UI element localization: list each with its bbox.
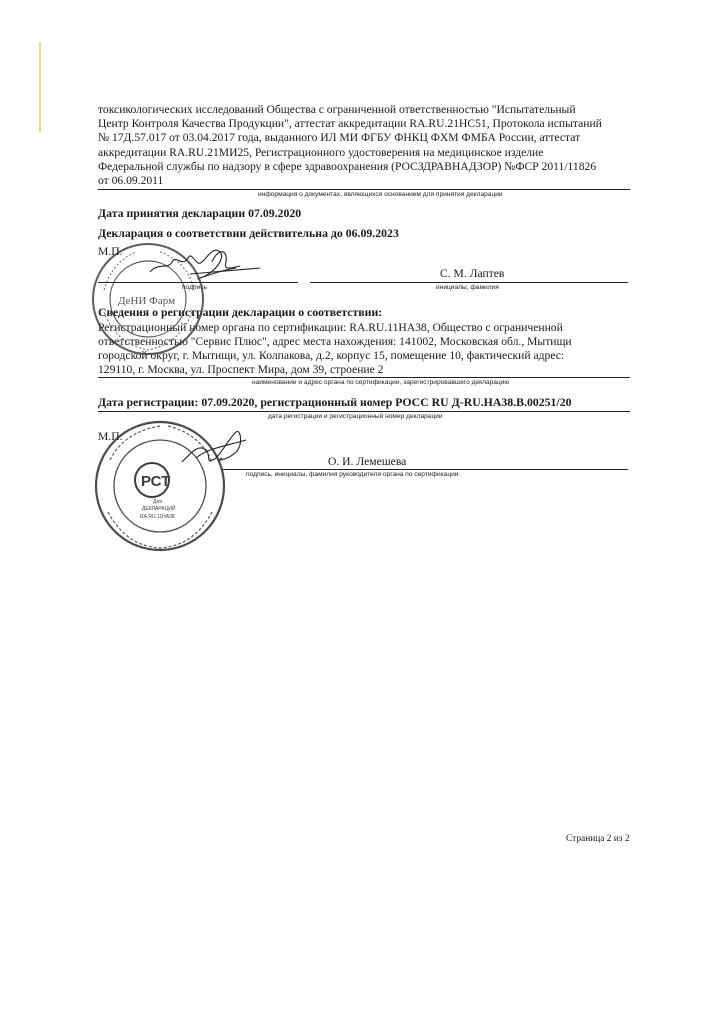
- body-signature-caption: подпись, инициалы, фамилия руководителя органа по сертификации: [246, 471, 459, 478]
- applicant-signature-caption: подпись: [182, 284, 207, 291]
- registration-date: Дата регистрации: 07.09.2020, регистрационный номер РОСС RU Д-RU.НА38.В.00251/20: [98, 395, 572, 409]
- mp-label-applicant: М.П.: [98, 245, 123, 258]
- basis-caption: информация о документах, являющихся основанием для принятия декларации: [258, 191, 503, 198]
- certification-stamp-line: Для: [153, 499, 163, 505]
- registration-heading: Сведения о регистрации декларации о соответствии:: [98, 305, 383, 319]
- mp-label-body: М.П.: [98, 430, 123, 443]
- certification-stamp: [96, 422, 224, 550]
- registration-line: ответственностью "Сервис Плюс", адрес места нахождения: 141002, Московская обл., Мытищи: [98, 335, 572, 348]
- acceptance-date: Дата принятия декларации 07.09.2020: [98, 206, 302, 220]
- page-number: Страница 2 из 2: [566, 834, 630, 844]
- registration-date-caption: дата регистрации и регистрационный номер декларации: [268, 413, 443, 420]
- registration-line: Регистрационный номер органа по сертификации: RA.RU.11НА38, Общество с ограниченной: [98, 321, 563, 334]
- paragraph-line: Центр Контроля Качества Продукции", аттестат аккредитации RA.RU.21НС51, Протокола испытаний: [98, 117, 602, 131]
- validity-date: Декларация о соответствии действительна до 06.09.2023: [98, 226, 399, 240]
- paragraph-line: № 17Д.57.017 от 03.04.2017 года, выданного ИЛ МИ ФГБУ ФНКЦ ФХМ ФМБА России, аттестат: [98, 131, 581, 145]
- certification-stamp-line: ДЕКЛАРАЦИЙ: [142, 506, 176, 512]
- registration-line: 129110, г. Москва, ул. Проспект Мира, дом 39, строение 2: [98, 363, 384, 376]
- applicant-name-caption: инициалы, фамилия: [436, 284, 499, 291]
- paragraph-line: Федеральной службы по надзору в сфере здравоохранения (РОСЗДРАВНАДЗОР) №ФСР 2011/11826: [98, 159, 597, 173]
- applicant-signature: [150, 250, 260, 279]
- registration-caption: наименование и адрес органа по сертификации, зарегистрировавшего декларацию: [252, 379, 510, 386]
- certification-logo: РСТ: [141, 473, 171, 490]
- applicant-stamp-text: ДеНИ Фарм: [118, 295, 176, 307]
- paragraph-line: от 06.09.2011: [98, 174, 164, 188]
- paragraph-line: аккредитации RA.RU.21МИ25, Регистрационного удостоверения на медицинское изделие: [98, 145, 544, 159]
- body-head-name: О. И. Лемешева: [328, 455, 407, 468]
- paragraph-line: токсикологических исследований Общества с ограниченной ответственностью "Испытательный: [98, 103, 576, 116]
- applicant-name: С. М. Лаптев: [440, 267, 505, 280]
- registration-line: городской округ, г. Мытищи, ул. Колпакова, д.2, корпус 15, помещение 10, фактический адрес:: [98, 349, 565, 362]
- certification-stamp-line: RA.RU.11HA38: [140, 514, 175, 520]
